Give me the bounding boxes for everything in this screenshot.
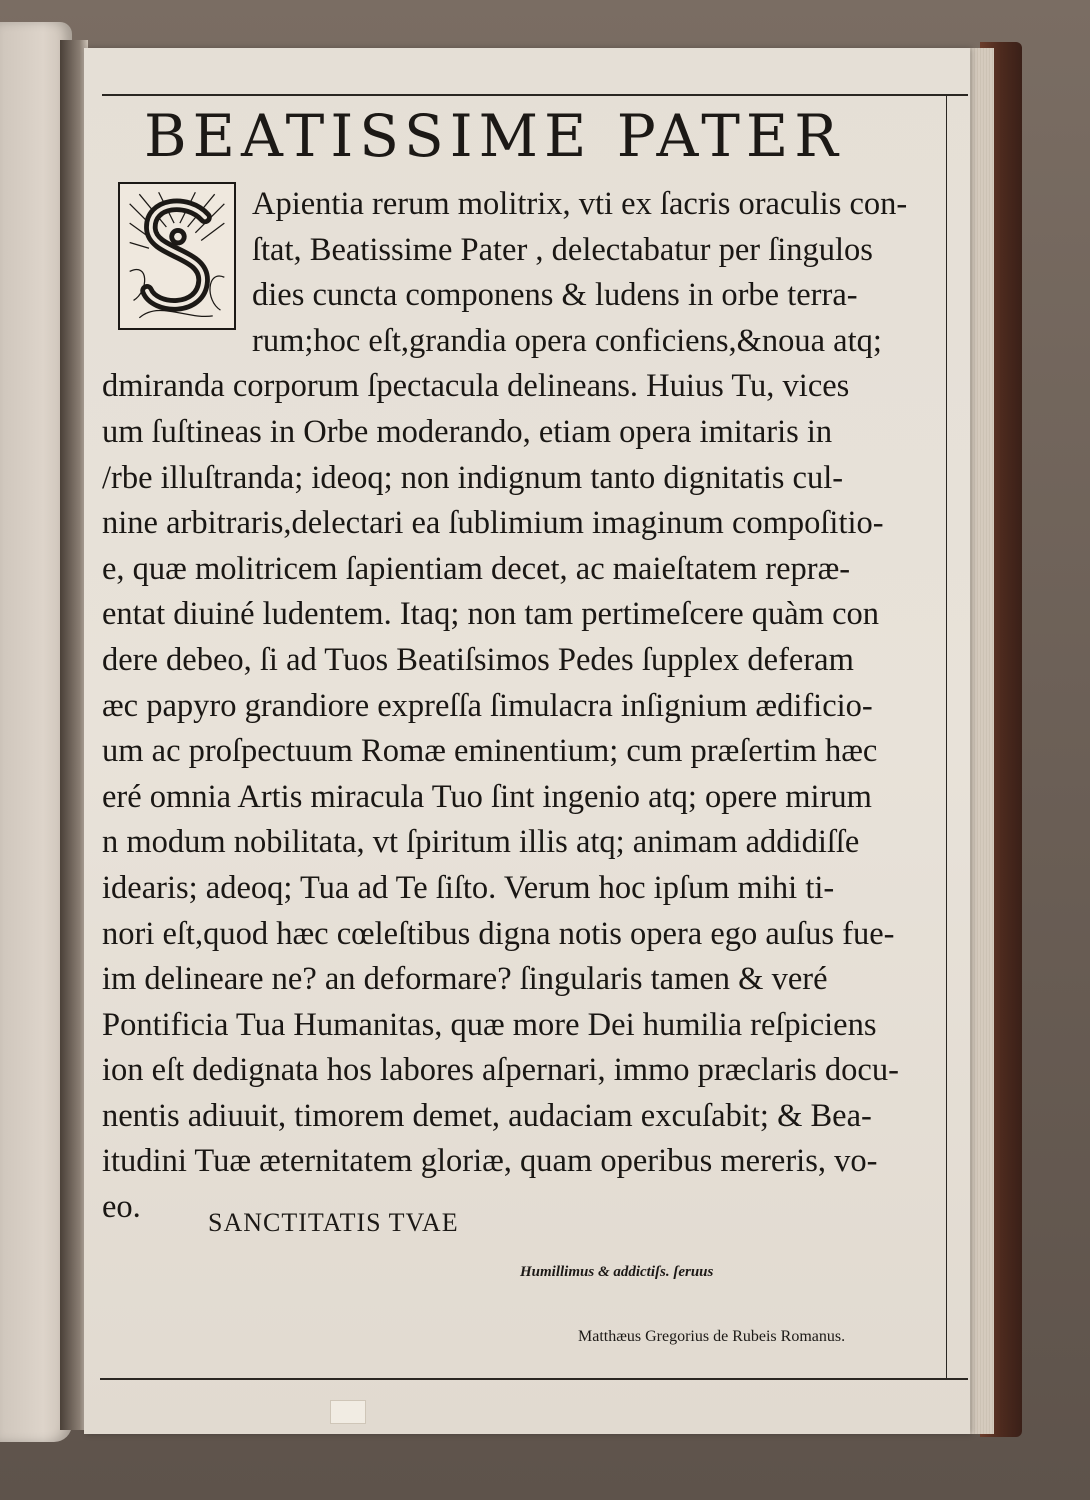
text-line: entat diuiné ludentem. Itaq; non tam pertimeſcere quàm con [102,596,880,633]
servant-line: Humillimus & addictiſs. ſeruus [520,1264,714,1280]
text-line: Apientia rerum molitrix, vti ex ſacris oraculis con- [252,186,908,222]
initial-s-ornament-icon [120,184,234,328]
book-page [84,48,970,1434]
frame-rule-bottom [100,1378,968,1380]
text-line: ſtat, Beatissime Pater , delectabatur per ſingulos [252,231,873,268]
text-line: nentis adiuuit, timorem demet, audaciam excuſabit; & Bea- [102,1097,872,1134]
text-line: eré omnia Artis miracula Tuo ſint ingenio atq; opere mirum [102,778,872,815]
closing-salutation: SANCTITATIS TVAE [208,1208,459,1237]
frame-rule-top [102,94,968,96]
text-line: eo. [102,1189,141,1226]
paper-label-sticker [330,1400,366,1424]
text-line: um ſuſtineas in Orbe moderando, etiam opera imitaris in [102,413,833,450]
text-line: /rbe illuſtranda; ideoq; non indignum tanto dignitatis cul- [102,459,844,496]
text-line: nori eſt,quod hæc cœleſtibus digna notis opera ego auſus fue- [102,915,895,952]
text-line: idearis; adeoq; Tua ad Te ſiſto. Verum hoc ipſum mihi ti- [102,869,835,906]
text-line: n modum nobilitata, vt ſpiritum illis atq; animam addidiſſe [102,824,860,861]
text-line: æc papyro grandiore expreſſa ſimulacra inſignium ædificio- [102,687,873,724]
text-line: im delineare ne? an deformare? ſingularis tamen & veré [102,961,828,998]
text-line: nine arbitraris,delectari ea ſublimium imaginum compoſitio- [102,505,884,542]
text-line: ion eſt dedignata hos labores aſpernari, immo præclaris docu- [102,1052,899,1089]
page-heading: BEATISSIME PATER [144,102,844,170]
text-line: um ac proſpectuum Romæ eminentium; cum præſertim hæc [102,733,878,770]
text-line: dere debeo, ſi ad Tuos Beatiſsimos Pedes ſupplex deferam [102,641,854,678]
author-signature: Matthæus Gregorius de Rubeis Romanus. [578,1328,846,1345]
text-line: dmiranda corporum ſpectacula delineans. Huius Tu, vices [102,368,850,405]
text-line: e, quæ molitricem ſapientiam decet, ac maieſtatem repræ- [102,550,851,587]
text-line: itudini Tuæ æternitatem gloriæ, quam operibus mereris, vo- [102,1143,878,1180]
text-line: dies cuncta componens & ludens in orbe terra- [252,277,858,314]
dedication-text [102,182,947,1231]
decorated-initial-s [118,182,236,330]
text-line: rum;hoc eſt,grandia opera conficiens,&noua atq; [252,322,882,359]
text-line: Pontificia Tua Humanitas, quæ more Dei humilia reſpiciens [102,1006,877,1043]
